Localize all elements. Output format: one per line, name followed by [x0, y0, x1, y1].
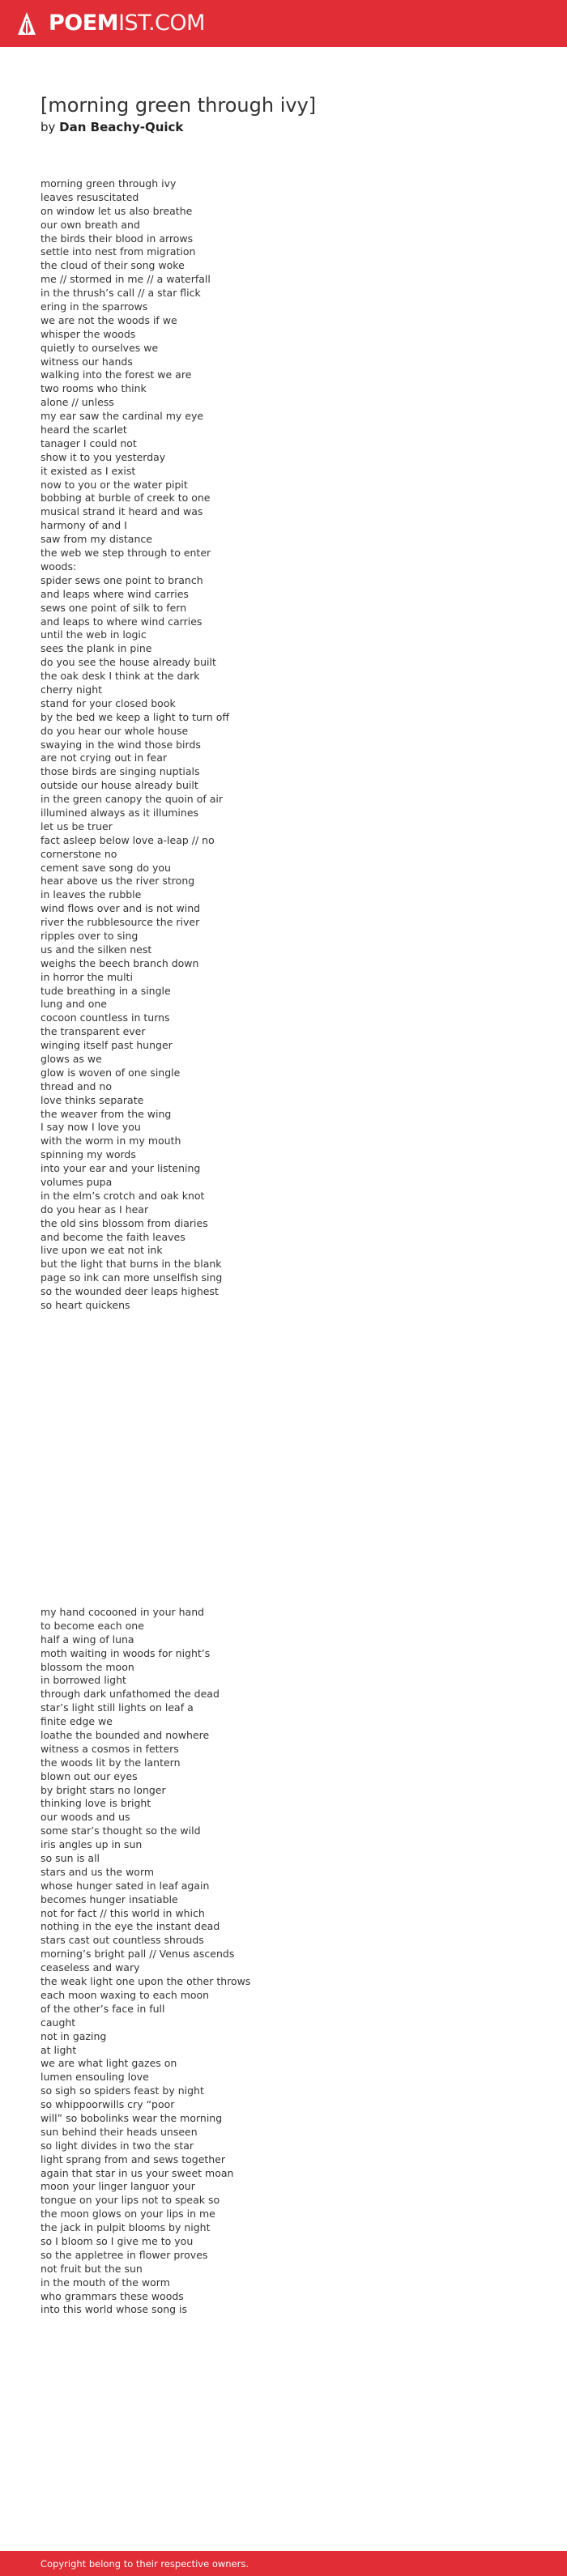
poem-line: spider sews one point to branch — [40, 573, 203, 586]
poem-line: not for fact // this world in which — [40, 1906, 205, 1919]
poem-line: thread and no — [40, 1079, 113, 1092]
poem-line: the birds their blood in arrows — [40, 232, 194, 245]
poem-line: blown out our eyes — [40, 1769, 138, 1782]
poem-line: star’s light still lights on leaf a — [40, 1701, 194, 1714]
poem-line: will” so bobolinks wear the morning — [40, 2111, 223, 2124]
poem-line: who grammars these woods — [40, 2289, 184, 2302]
poem-line: bobbing at burble of creek to one — [40, 492, 211, 505]
poem-stanza-2 — [40, 1606, 250, 2317]
poem-line: lung and one — [40, 998, 107, 1011]
poem-line: caught — [40, 2016, 76, 2029]
poem-line: lumen ensouling love — [40, 2071, 149, 2084]
poem-line: into your ear and your listening — [40, 1162, 201, 1175]
poem-line: alone // unless — [40, 396, 114, 409]
poem-line: to become each one — [40, 1619, 144, 1632]
poem-line: in leaves the rubble — [40, 888, 142, 901]
poem-line: me // stormed in me // a waterfall — [40, 273, 211, 286]
poem-line: until the web in logic — [40, 628, 147, 641]
poem-line: love thinks separate — [40, 1093, 144, 1106]
author-link[interactable]: Dan Beachy-Quick — [59, 120, 184, 134]
poem-line: fact asleep below love a-leap // no — [40, 833, 215, 846]
poem-line: so sun is all — [40, 1852, 100, 1865]
poem-line: so the appletree in flower proves — [40, 2248, 208, 2261]
poem-line: through dark unfathomed the dead — [40, 1688, 220, 1701]
poem-line: us and the silken nest — [40, 943, 152, 956]
poem-line: and leaps where wind carries — [40, 587, 189, 600]
poem-line: in horror the multi — [40, 970, 133, 983]
poem-line: do you hear our whole house — [40, 724, 189, 737]
poem-title: [morning green through ivy] — [40, 94, 317, 117]
poem-line: sews one point of silk to fern — [40, 601, 187, 614]
poem-line: it existed as I exist — [40, 464, 136, 477]
poem-line: live upon we eat not ink — [40, 1244, 163, 1257]
poem-line: musical strand it heard and was — [40, 505, 203, 518]
poem-line: stars cast out countless shrouds — [40, 1934, 204, 1947]
poem-line: at light — [40, 2043, 77, 2056]
poem-line: sun behind their heads unseen — [40, 2125, 198, 2138]
poem-line: our woods and us — [40, 1811, 130, 1824]
poem-line: wind flows over and is not wind — [40, 902, 201, 915]
poem-line: ripples over to sing — [40, 929, 139, 942]
poem-line: of the other’s face in full — [40, 2002, 165, 2015]
poem-line: are not crying out in fear — [40, 752, 168, 764]
site-footer — [0, 2551, 567, 2576]
poem-line: in the green canopy the quoin of air — [40, 793, 223, 806]
poem-line: woods: — [40, 560, 77, 573]
poem-line: nothing in the eye the instant dead — [40, 1920, 220, 1933]
poem-line: walking into the forest we are — [40, 368, 192, 381]
poem-line: so whippoorwills cry “poor — [40, 2098, 175, 2111]
poem-line: the woods lit by the lantern — [40, 1756, 181, 1769]
poem-line: so I bloom so I give me to you — [40, 2234, 194, 2247]
poem-line: hear above us the river strong — [40, 875, 195, 888]
logo-light-text: IST.COM — [118, 11, 205, 36]
poem-line: we are what light gazes on — [40, 2057, 177, 2070]
poem-line: with the worm in my mouth — [40, 1135, 181, 1147]
poem-line: loathe the bounded and nowhere — [40, 1729, 210, 1742]
poem-line: saw from my distance — [40, 533, 152, 546]
poem-line: some star’s thought so the wild — [40, 1824, 201, 1837]
poem-line: so the wounded deer leaps highest — [40, 1285, 219, 1298]
poem-line: harmony of and I — [40, 519, 127, 532]
poem-line: the moon glows on your lips in me — [40, 2208, 215, 2220]
poem-line: witness our hands — [40, 355, 133, 368]
poem-line: my hand cocooned in your hand — [40, 1606, 205, 1618]
site-header — [0, 0, 567, 47]
poem-line: the cloud of their song woke — [40, 259, 185, 272]
poem-line: morning’s bright pall // Venus ascends — [40, 1948, 235, 1961]
poem-line: whose hunger sated in leaf again — [40, 1879, 210, 1892]
poem-line: glows as we — [40, 1053, 102, 1065]
poem-line: in the mouth of the worm — [40, 2276, 170, 2289]
poem-line: moon your linger languor your — [40, 2180, 195, 2193]
poem-line: tude breathing in a single — [40, 984, 171, 997]
poem-line: and become the faith leaves — [40, 1230, 185, 1243]
poem-line: moth waiting in woods for night’s — [40, 1646, 211, 1659]
copyright-notice: Copyright belong to their respective owners. — [40, 2558, 249, 2570]
poem-line: I say now I love you — [40, 1121, 141, 1134]
poem-line: the weaver from the wing — [40, 1107, 172, 1120]
poem-line: ceaseless and wary — [40, 1961, 140, 1974]
logo-strong-text: POEM — [49, 11, 119, 36]
poem-line: swaying in the wind those birds — [40, 738, 201, 751]
poem-line: in the thrush’s call // a star flick — [40, 287, 201, 300]
poem-line: half a wing of luna — [40, 1633, 134, 1646]
poem-line: those birds are singing nuptials — [40, 765, 200, 778]
poem-line: iris angles up in sun — [40, 1838, 143, 1851]
poem-line: the old sins blossom from diaries — [40, 1216, 208, 1229]
poem-line: so heart quickens — [40, 1299, 130, 1312]
poem-line: in the elm’s crotch and oak knot — [40, 1189, 205, 1202]
poem-line: tongue on your lips not to speak so — [40, 2194, 220, 2207]
poem-line: but the light that burns in the blank — [40, 1258, 222, 1271]
poem-line: quietly to ourselves we — [40, 341, 159, 354]
poem-line: cocoon countless in turns — [40, 1011, 170, 1024]
poem-line: the web we step through to enter — [40, 547, 211, 560]
poem-line: in borrowed light — [40, 1674, 126, 1687]
poem-line: illumined always as it illumines — [40, 806, 199, 819]
site-logo[interactable] — [49, 11, 205, 36]
poem-line: each moon waxing to each moon — [40, 1988, 210, 2001]
poem-line: thinking love is bright — [40, 1797, 151, 1810]
poem-line: do you hear as I hear — [40, 1203, 149, 1216]
poem-byline — [40, 118, 183, 136]
poem-line: our own breath and — [40, 218, 140, 231]
poem-line: so sigh so spiders feast by night — [40, 2084, 204, 2097]
poem-stanza-1 — [40, 177, 229, 1313]
poem-line: stand for your closed book — [40, 696, 176, 709]
poem-line: cherry night — [40, 683, 103, 696]
poem-line: do you see the house already built — [40, 656, 216, 669]
poem-line: blossom the moon — [40, 1660, 134, 1673]
poem-line: by bright stars no longer — [40, 1783, 166, 1796]
poem-line: page so ink can more unselfish sing — [40, 1271, 223, 1284]
poem-line: sees the plank in pine — [40, 642, 152, 655]
poem-line: whisper the woods — [40, 327, 136, 340]
poem-line: weighs the beech branch down — [40, 956, 199, 969]
poem-line: finite edge we — [40, 1715, 113, 1728]
poem-line: heard the scarlet — [40, 424, 127, 436]
poem-line: so light divides in two the star — [40, 2139, 194, 2152]
poem-line: now to you or the water pipit — [40, 478, 188, 491]
poem-line: we are not the woods if we — [40, 313, 177, 326]
poem-line: the oak desk I think at the dark — [40, 670, 200, 683]
poem-line: into this world whose song is — [40, 2303, 188, 2316]
poem-line: on window let us also breathe — [40, 204, 193, 217]
poem-line: not fruit but the sun — [40, 2262, 143, 2275]
poem-line: outside our house already built — [40, 779, 198, 792]
poem-line: spinning my words — [40, 1148, 136, 1161]
poem-line: the transparent ever — [40, 1025, 146, 1038]
poem-line: let us be truer — [40, 820, 113, 832]
poem-line: glow is woven of one single — [40, 1066, 181, 1079]
poem-line: show it to you yesterday — [40, 450, 166, 463]
poem-line: settle into nest from migration — [40, 245, 196, 258]
poem-line: stars and us the worm — [40, 1865, 155, 1878]
poem-line: my ear saw the cardinal my eye — [40, 410, 204, 423]
poem-line: ering in the sparrows — [40, 300, 148, 313]
poem-line: the jack in pulpit blooms by night — [40, 2221, 211, 2234]
byline-prefix: by — [40, 120, 60, 134]
poem-line: becomes hunger insatiable — [40, 1893, 178, 1905]
poem-line: witness a cosmos in fetters — [40, 1742, 179, 1755]
poem-line: volumes pupa — [40, 1176, 113, 1189]
poem-line: by the bed we keep a light to turn off — [40, 710, 230, 723]
poem-line: tanager I could not — [40, 436, 137, 449]
poem-line: winging itself past hunger — [40, 1039, 173, 1052]
poem-line: river the rubblesource the river — [40, 916, 200, 929]
poem-line: and leaps to where wind carries — [40, 615, 202, 628]
poem-line: two rooms who think — [40, 382, 147, 395]
poem-line: again that star in us your sweet moan — [40, 2166, 234, 2179]
poem-line: light sprang from and sews together — [40, 2152, 226, 2165]
quill-triangle-icon[interactable] — [16, 11, 37, 36]
poem-line: cement save song do you — [40, 861, 171, 874]
poem-line: cornerstone no — [40, 847, 117, 860]
poem-line: morning green through ivy — [40, 177, 177, 189]
poem-line: not in gazing — [40, 2029, 107, 2042]
poem-line: leaves resuscitated — [40, 190, 139, 203]
poem-line: the weak light one upon the other throws — [40, 1975, 251, 1988]
